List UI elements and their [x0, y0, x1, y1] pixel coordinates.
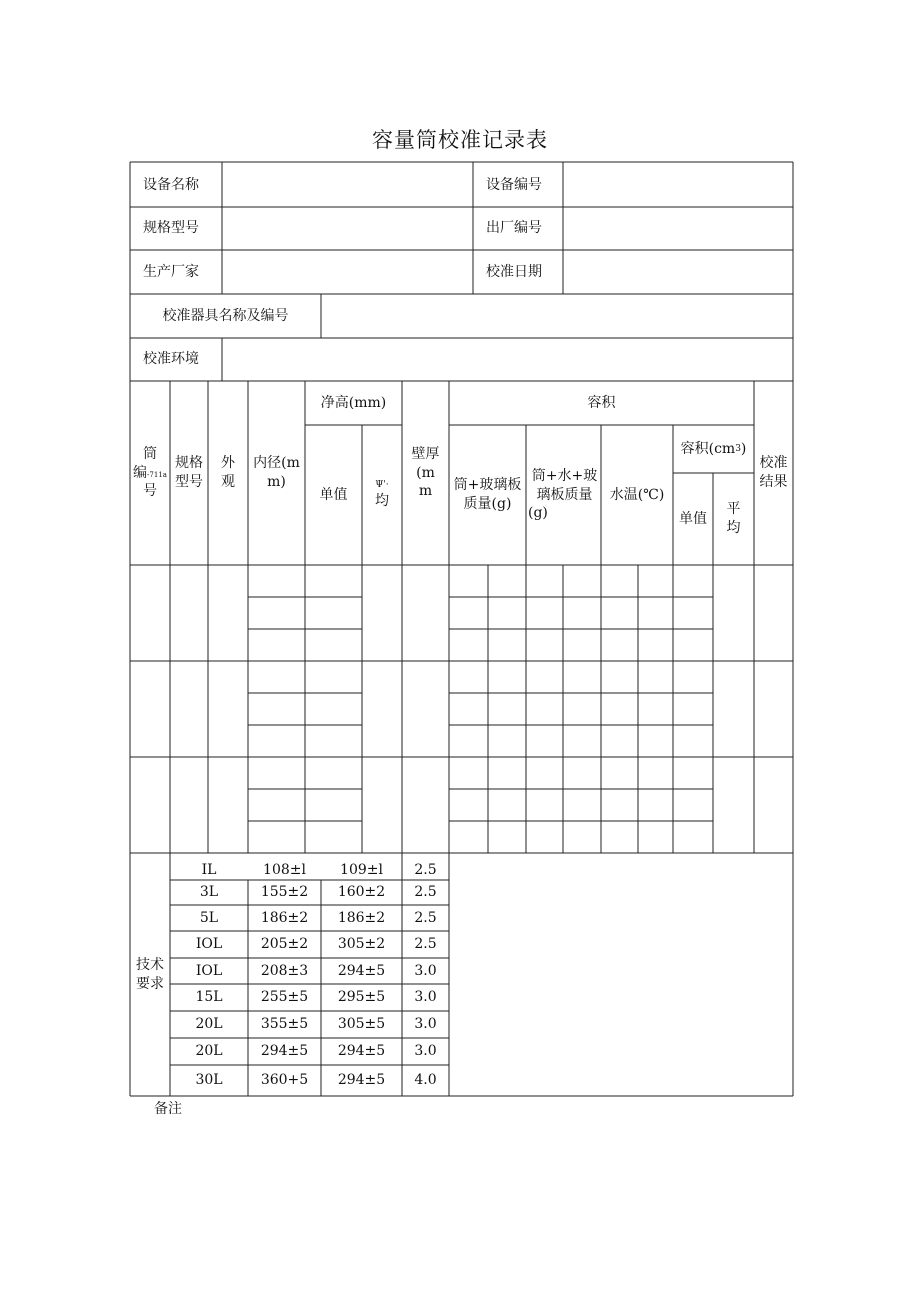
remark-label: 备注	[154, 1101, 182, 1117]
volume-cm3-close: )	[740, 440, 747, 457]
tech-wall-cell: 3.0	[414, 1016, 437, 1033]
tech-spec-cell: 15L	[195, 989, 223, 1006]
tube-no-header	[130, 381, 170, 565]
volume-cm3-sup: 3	[735, 443, 741, 454]
tech-net-height-cell: 294±5	[337, 1043, 386, 1060]
tube-no-header-2	[133, 464, 167, 483]
volume-cm3-header	[673, 425, 754, 473]
tech-req-label	[130, 853, 170, 1096]
wall-header-1: 壁厚	[411, 445, 440, 462]
instrument-label: 校准器具名称及编号	[162, 307, 289, 324]
tube-no-header-2-text: 编	[133, 464, 148, 481]
tech-wall-cell: 3.0	[414, 1043, 437, 1060]
tech-wall-cell: 2.5	[414, 936, 437, 953]
tube-no-header-1: 筒	[143, 445, 157, 462]
appearance-header-1: 外	[221, 455, 235, 472]
result-header-1: 校准	[759, 455, 788, 472]
volume-avg-header-1: 平	[726, 501, 741, 518]
result-header-2: 结果	[759, 474, 788, 490]
tube-no-header-small: -711a	[147, 470, 167, 479]
tech-net-height-cell: 186±2	[337, 909, 386, 926]
tech-wall-cell: 2.5	[414, 862, 437, 879]
tube-water-header-2: 璃板质量	[536, 486, 593, 503]
inner-dia-header-2: m)	[267, 474, 286, 490]
tube-water-header	[526, 425, 601, 565]
spec-header-1: 规格	[175, 455, 203, 472]
tech-spec-cell: 20L	[195, 1016, 223, 1033]
factory-no-label: 出厂编号	[486, 220, 542, 237]
volume-avg-header	[713, 473, 754, 565]
tech-inner-dia-cell: 208±3	[260, 962, 309, 979]
wall-header-2: (m	[416, 464, 435, 481]
volume-header: 容积	[587, 394, 616, 411]
tech-inner-dia-cell: 294±5	[260, 1043, 309, 1060]
tech-wall-cell: 4.0	[414, 1072, 437, 1089]
tech-inner-dia-cell: 205±2	[260, 936, 309, 953]
tech-spec-cell: IOL	[195, 962, 223, 979]
inner-dia-header	[248, 381, 305, 565]
result-header	[754, 381, 793, 565]
net-height-header: 净高(mm)	[320, 394, 387, 411]
volume-avg-header-2: 均	[726, 520, 741, 536]
tech-spec-cell: 20L	[195, 1043, 223, 1060]
tech-inner-dia-cell: 186±2	[260, 909, 309, 926]
appearance-header-2: 观	[221, 474, 235, 490]
tech-spec-cell: 30L	[195, 1072, 223, 1089]
device-no-label: 设备编号	[486, 176, 542, 193]
device-name-label: 设备名称	[143, 176, 199, 193]
environment-label: 校准环境	[143, 351, 199, 368]
spec-model-label: 规格型号	[143, 220, 199, 237]
spec-header	[170, 381, 208, 565]
tech-inner-dia-cell: 155±2	[260, 884, 309, 901]
tech-req-label-2: 要求	[136, 975, 164, 992]
tube-glass-header	[449, 425, 526, 565]
tech-spec-cell: IOL	[195, 936, 223, 953]
height-avg-header-2: 均	[375, 492, 389, 509]
tube-water-header-3: (g)	[528, 505, 548, 522]
appearance-header	[208, 381, 248, 565]
tech-net-height-cell: 160±2	[337, 884, 386, 901]
tech-net-height-cell: 295±5	[337, 989, 386, 1006]
tech-spec-cell: IL	[201, 862, 217, 879]
volume-cm3-header-text: 容积(cm	[680, 440, 736, 457]
tech-net-height-cell: 294±5	[337, 962, 386, 979]
tech-req-label-1: 技术	[136, 956, 164, 973]
manufacturer-label: 生产厂家	[143, 263, 199, 280]
tech-inner-dia-cell: 360+5	[260, 1072, 309, 1089]
inner-dia-header-1: 内径(m	[253, 455, 300, 472]
tube-glass-header-2: 质量(g)	[463, 496, 512, 512]
height-single-header: 单值	[319, 486, 348, 503]
tube-water-header-1: 筒+水+玻	[531, 467, 598, 484]
tech-net-height-cell: 109±l	[340, 862, 383, 879]
tech-inner-dia-cell: 108±l	[263, 862, 306, 879]
tech-wall-cell: 2.5	[414, 884, 437, 901]
tech-net-height-cell: 294±5	[337, 1072, 386, 1089]
tube-no-header-3: 号	[143, 483, 157, 500]
tech-net-height-cell: 305±5	[337, 1016, 386, 1033]
page-title: 容量筒校准记录表	[372, 128, 548, 152]
tech-spec-cell: 3L	[199, 884, 219, 901]
tech-spec-cell: 5L	[199, 909, 219, 926]
wall-header-3: m	[418, 483, 433, 500]
water-temp-header: 水温(℃)	[609, 486, 665, 503]
spec-header-2: 型号	[175, 474, 203, 490]
tech-wall-cell: 3.0	[414, 962, 437, 979]
tube-glass-header-1: 筒+玻璃板	[453, 477, 522, 494]
volume-single-header: 单值	[679, 510, 707, 527]
tech-inner-dia-cell: 355±5	[260, 1016, 309, 1033]
wall-header	[402, 381, 449, 565]
tech-wall-cell: 3.0	[414, 989, 437, 1006]
height-avg-header	[362, 425, 402, 565]
tech-net-height-cell: 305±2	[337, 936, 386, 953]
tech-wall-cell: 2.5	[414, 909, 437, 926]
height-avg-header-1: Ψ'·	[375, 480, 389, 491]
calib-date-label: 校准日期	[486, 263, 542, 280]
tech-inner-dia-cell: 255±5	[260, 989, 309, 1006]
